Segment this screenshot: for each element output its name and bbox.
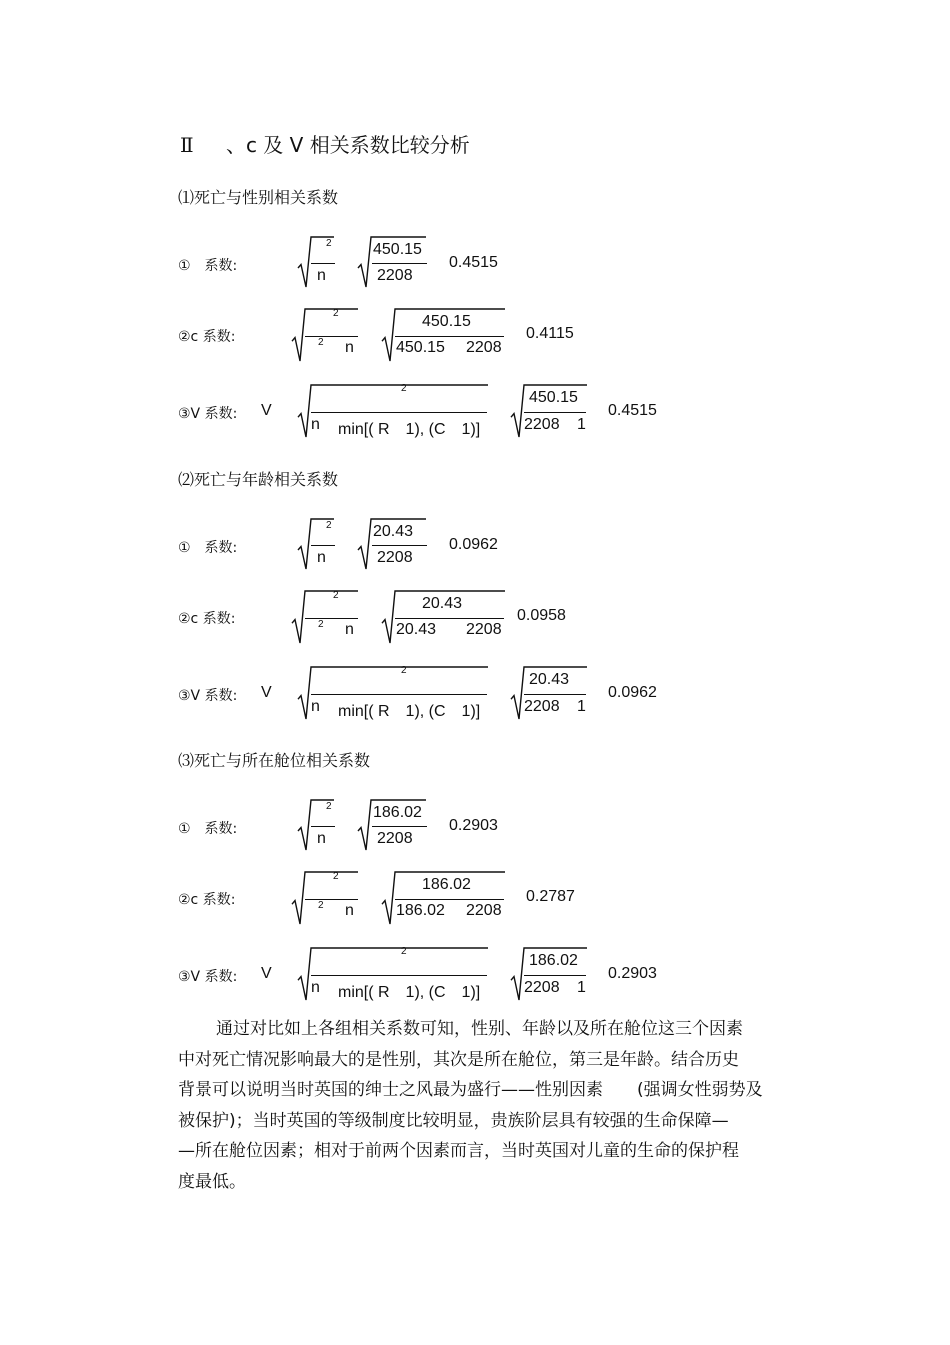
n-symbol: n	[317, 830, 326, 847]
paragraph-line: 通过对比如上各组相关系数可知，性别、年龄以及所在舱位这三个因素	[216, 1019, 743, 1039]
fraction-bar	[305, 899, 358, 900]
result-value: 0.4515	[608, 402, 657, 419]
result-value: 0.2903	[608, 965, 657, 982]
fraction-bar	[305, 336, 358, 337]
paragraph-line: 背景可以说明当时英国的绅士之风最为盛行——性别因素 (强调女性弱势及	[178, 1080, 763, 1100]
phi-label: ① 系数:	[178, 258, 238, 274]
v-den-min: min[( R 1), (C 1)]	[338, 984, 481, 1001]
denominator: 2208	[377, 830, 413, 847]
paragraph-line: 被保护)；当时英国的等级制度比较明显，贵族阶层具有较强的生命保障—	[178, 1110, 729, 1131]
denominator-b: 2208	[466, 621, 502, 638]
denominator-a: 2208	[524, 979, 560, 996]
chi-square-sup: 2	[401, 665, 407, 676]
heading-roman: Ⅱ	[180, 133, 194, 157]
fraction-bar	[524, 975, 586, 976]
v-symbol: V	[261, 965, 272, 982]
result-value: 0.0962	[449, 536, 498, 553]
denominator-a: 2208	[524, 698, 560, 715]
result-value: 0.4515	[449, 254, 498, 271]
fraction-bar	[372, 826, 427, 827]
chi-square-sup: 2	[318, 900, 324, 911]
fraction-bar	[311, 263, 335, 264]
numerator: 20.43	[373, 523, 414, 540]
n-symbol: n	[345, 339, 354, 356]
fraction-bar	[311, 412, 487, 413]
fraction-bar	[311, 826, 335, 827]
fraction-bar	[311, 975, 487, 976]
numerator: 186.02	[422, 876, 471, 893]
denominator-b: 1	[577, 698, 586, 715]
phi-label: ① 系数:	[178, 540, 238, 556]
result-value: 0.2903	[449, 817, 498, 834]
paragraph-line: —所在舱位因素；相对于前两个因素而言，当时英国对儿童的生命的保护程	[178, 1141, 739, 1161]
chi-square-sup: 2	[326, 801, 332, 812]
v-label: ③V 系数:	[178, 969, 238, 985]
n-symbol: n	[317, 549, 326, 566]
c-label: ②c 系数:	[178, 611, 236, 627]
heading-text: 、c 及 V 相关系数比较分析	[225, 133, 470, 157]
paragraph-line: 度最低。	[178, 1171, 246, 1192]
v-symbol: V	[261, 684, 272, 701]
chi-square-sup: 2	[318, 619, 324, 630]
n-symbol: n	[345, 621, 354, 638]
denominator-b: 1	[577, 979, 586, 996]
section-title: ⑶死亡与所在舱位相关系数	[178, 751, 371, 770]
conclusion-paragraph	[178, 1014, 818, 1197]
v-den-n: n	[311, 979, 320, 996]
chi-square-sup: 2	[318, 337, 324, 348]
denominator-a: 186.02	[396, 902, 445, 919]
paragraph-line: 中对死亡情况影响最大的是性别，其次是所在舱位，第三是年龄。结合历史	[178, 1049, 739, 1070]
fraction-bar	[311, 545, 335, 546]
fraction-bar	[524, 694, 586, 695]
denominator-a: 20.43	[396, 621, 437, 638]
fraction-bar	[311, 694, 487, 695]
chi-square-sup: 2	[333, 590, 339, 601]
chi-square-sup: 2	[401, 383, 407, 394]
c-label: ②c 系数:	[178, 329, 236, 345]
phi-label: ① 系数:	[178, 821, 238, 837]
chi-square-sup: 2	[333, 871, 339, 882]
numerator: 450.15	[529, 389, 578, 406]
numerator: 186.02	[529, 952, 578, 969]
fraction-bar	[395, 618, 504, 619]
denominator-b: 2208	[466, 339, 502, 356]
v-den-min: min[( R 1), (C 1)]	[338, 421, 481, 438]
c-label: ②c 系数:	[178, 892, 236, 908]
chi-square-sup: 2	[326, 238, 332, 249]
page-heading	[180, 129, 470, 158]
section-title: ⑵死亡与年龄相关系数	[178, 470, 339, 489]
v-label: ③V 系数:	[178, 688, 238, 704]
chi-square-sup: 2	[326, 520, 332, 531]
denominator-a: 450.15	[396, 339, 445, 356]
fraction-bar	[395, 899, 504, 900]
result-value: 0.4115	[526, 325, 574, 342]
v-den-n: n	[311, 416, 320, 433]
v-label: ③V 系数:	[178, 406, 238, 422]
denominator: 2208	[377, 549, 413, 566]
numerator: 450.15	[373, 241, 422, 258]
numerator: 450.15	[422, 313, 471, 330]
denominator-b: 2208	[466, 902, 502, 919]
denominator-b: 1	[577, 416, 586, 433]
v-symbol: V	[261, 402, 272, 419]
fraction-bar	[395, 336, 504, 337]
chi-square-sup: 2	[401, 946, 407, 957]
denominator-a: 2208	[524, 416, 560, 433]
n-symbol: n	[317, 267, 326, 284]
fraction-bar	[524, 412, 586, 413]
numerator: 20.43	[422, 595, 463, 612]
chi-square-sup: 2	[333, 308, 339, 319]
result-value: 0.0958	[517, 607, 566, 624]
v-den-min: min[( R 1), (C 1)]	[338, 703, 481, 720]
fraction-bar	[372, 545, 427, 546]
result-value: 0.0962	[608, 684, 657, 701]
numerator: 20.43	[529, 671, 570, 688]
numerator: 186.02	[373, 804, 422, 821]
denominator: 2208	[377, 267, 413, 284]
v-den-n: n	[311, 698, 320, 715]
result-value: 0.2787	[526, 888, 575, 905]
section-title: ⑴死亡与性别相关系数	[178, 188, 339, 207]
n-symbol: n	[345, 902, 354, 919]
fraction-bar	[305, 618, 358, 619]
fraction-bar	[372, 263, 427, 264]
